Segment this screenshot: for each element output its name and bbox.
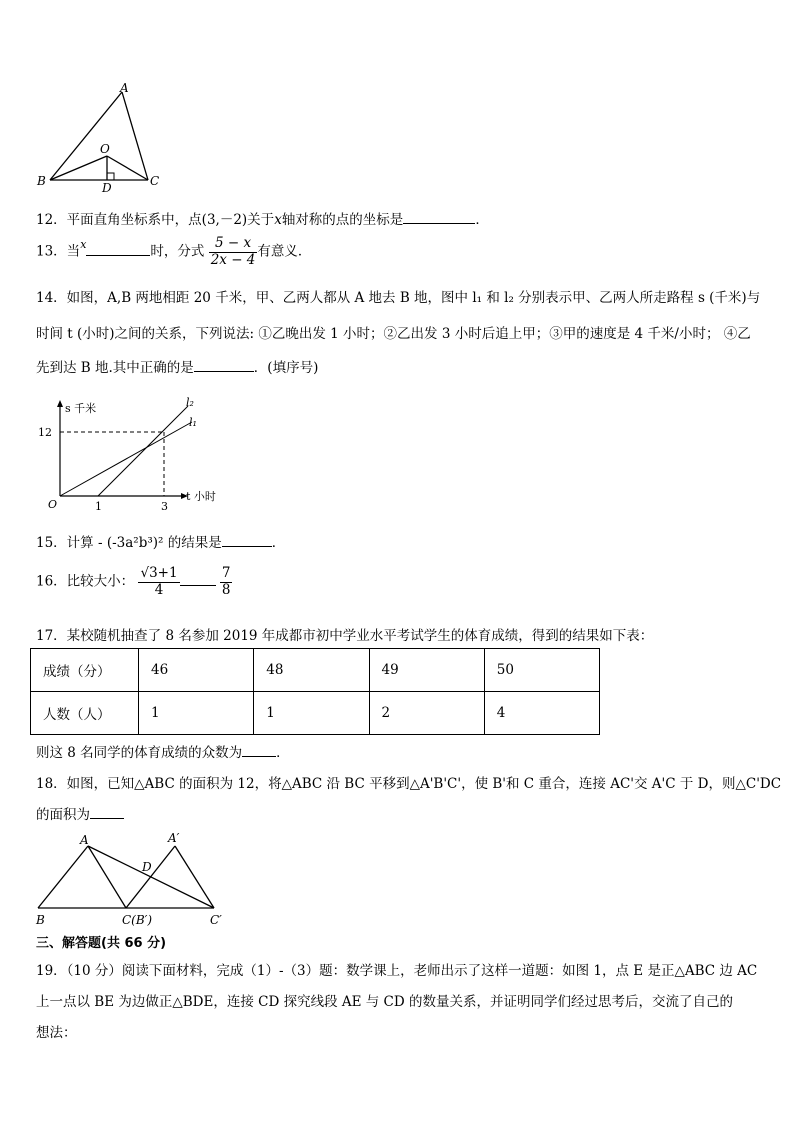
l2-label: l₂ bbox=[186, 396, 194, 409]
section-3-title: 三、解答题(共 66 分) bbox=[36, 936, 167, 951]
question-13: 13．当$^x$ 时，分式 $\frac{5 - x}{2x - 4}$ 有意义． bbox=[36, 235, 312, 268]
label-a-prime: A′ bbox=[168, 831, 180, 845]
answer-blank[interactable] bbox=[86, 255, 150, 256]
question-16: 16．比较大小： $\frac{√3+1}{4}$ $\frac{7}{8}$ bbox=[36, 565, 231, 598]
origin-label: O bbox=[48, 498, 58, 511]
label-a: A bbox=[120, 81, 129, 95]
answer-blank[interactable] bbox=[194, 371, 254, 372]
question-17-answer: 则这 8 名同学的体育成绩的众数为 ． bbox=[36, 745, 290, 761]
question-15: 15．计算 - (-3a²b³)² 的结果是 ． bbox=[36, 535, 286, 551]
answer-blank[interactable] bbox=[180, 585, 216, 586]
tick-1: 1 bbox=[95, 500, 102, 513]
x-axis-label: t 小时 bbox=[186, 490, 216, 503]
fraction: $\frac{5 - x}{2x - 4}$ bbox=[210, 235, 256, 268]
label-c: C bbox=[150, 174, 160, 188]
label-a: A bbox=[80, 833, 89, 847]
l1-label: l₁ bbox=[189, 416, 197, 429]
tick-3: 3 bbox=[161, 500, 168, 513]
question-17-intro: 17．某校随机抽查了 8 名参加 2019 年成都市初中学业水平考试学生的体育成绩，得到的结果如下表： bbox=[36, 628, 654, 644]
answer-blank[interactable] bbox=[222, 546, 272, 547]
translation-figure bbox=[30, 828, 230, 928]
question-14-line1: 14．如图，A,B 两地相距 20 千米，甲、乙两人都从 A 地去 B 地，图中 l₁ 和 l₂ 分别表示甲、乙两人所走路程 s (千米)与 bbox=[36, 290, 761, 306]
question-14-line2: 时间 t (小时)之间的关系，下列说法: ①乙晚出发 1 小时；②乙出发 3 小时后追上甲；③甲的速度是 4 千米/小时； ④乙 bbox=[36, 326, 751, 342]
answer-blank[interactable] bbox=[90, 818, 124, 819]
score-table bbox=[30, 648, 600, 735]
label-c-b-prime: C(B′) bbox=[122, 913, 153, 927]
question-19-line3: 想法： bbox=[36, 1025, 77, 1041]
tick-12: 12 bbox=[38, 426, 52, 439]
label-d: D bbox=[142, 860, 152, 874]
triangle-figure bbox=[30, 80, 170, 192]
question-18-line2: 的面积为 bbox=[36, 803, 124, 823]
label-d: D bbox=[102, 181, 112, 192]
answer-blank[interactable] bbox=[403, 223, 475, 224]
question-18-line1: 18．如图，已知△ABC 的面积为 12，将△ABC 沿 BC 平移到△A'B'C'，使 B'和 C 重合，连接 AC'交 A'C 于 D，则△C'DC bbox=[36, 776, 782, 792]
question-14-line3: 先到达 B 地.其中正确的是 ．(填序号) bbox=[36, 360, 319, 376]
question-19-line1: 19．（10 分）阅读下面材料，完成（1）-（3）题：数学课上，老师出示了这样一道题：如图 1，点 E 是正△ABC 边 AC bbox=[36, 963, 758, 979]
table-row: 成绩（分） 46 48 49 50 bbox=[31, 649, 600, 692]
label-b: B bbox=[36, 913, 45, 927]
question-19-line2: 上一点以 BE 为边做正△BDE，连接 CD 探究线段 AE 与 CD 的数量关系，并证明同学们经过思考后，交流了自己的 bbox=[36, 994, 733, 1010]
label-o: O bbox=[100, 142, 110, 156]
label-b: B bbox=[37, 174, 46, 188]
label-c-prime: C′ bbox=[210, 913, 222, 927]
table-row: 人数（人） 1 1 2 4 bbox=[31, 692, 600, 735]
answer-blank[interactable] bbox=[242, 756, 276, 757]
distance-time-graph bbox=[30, 392, 230, 514]
fraction-left: $\frac{√3+1}{4}$ bbox=[140, 565, 178, 598]
fraction-right: $\frac{7}{8}$ bbox=[221, 565, 231, 598]
y-axis-label: s 千米 bbox=[65, 402, 97, 415]
question-12: 12．平面直角坐标系中，点(3,－2)关于x轴对称的点的坐标是 ． bbox=[36, 212, 489, 228]
